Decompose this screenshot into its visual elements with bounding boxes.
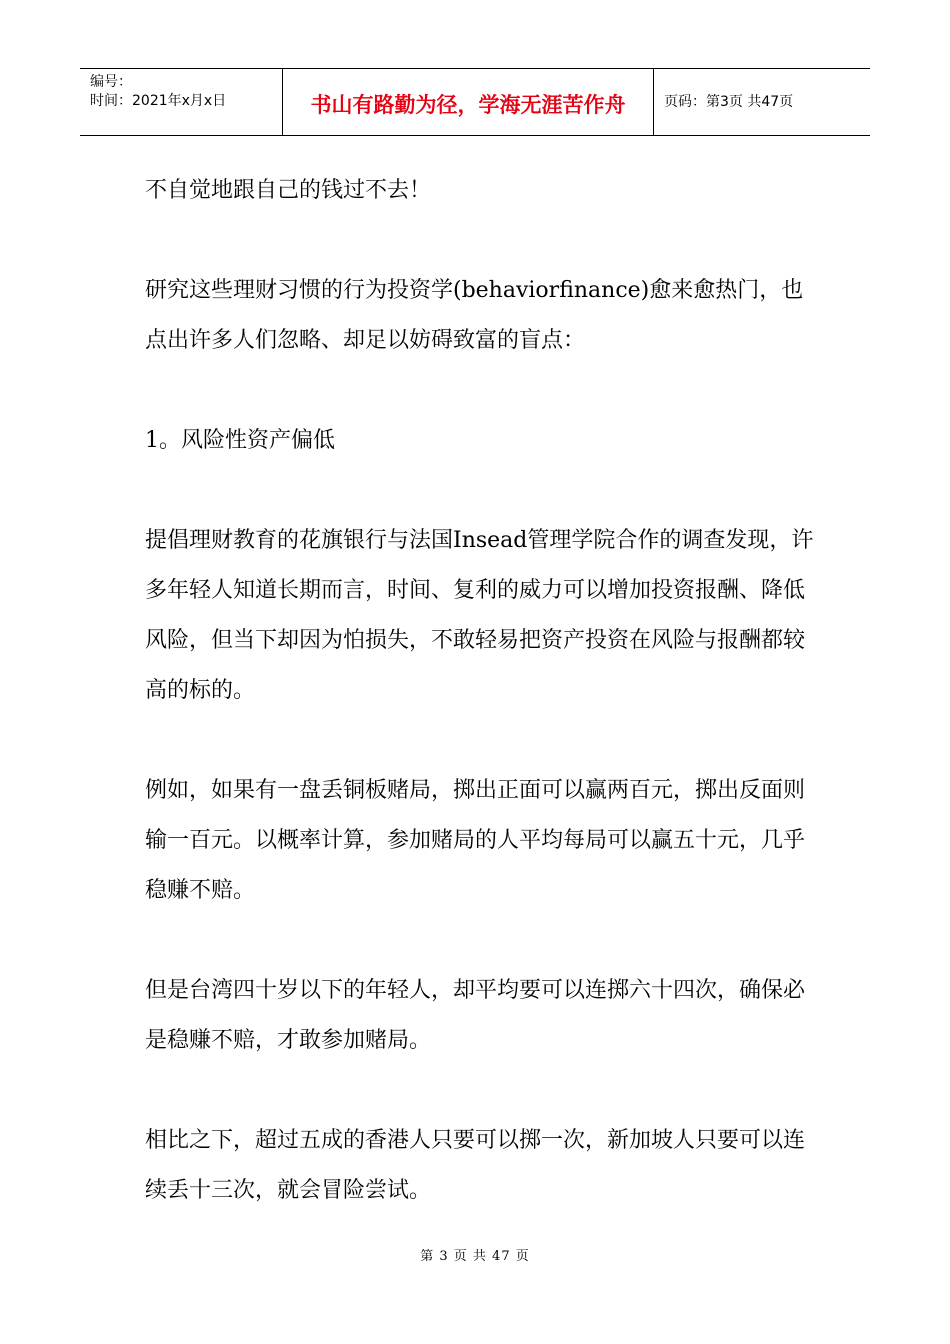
- header-motto: 书山有路勤为径，学海无涯苦作舟: [282, 69, 654, 135]
- document-date: 时间：2021年x月x日: [90, 93, 227, 109]
- paragraph: 研究这些理财习惯的行为投资学(behaviorfinance)愈来愈热门，也点出许多人们忽略、却足以妨碍致富的盲点：: [145, 278, 804, 353]
- document-body: [145, 166, 825, 1266]
- paragraph: 不自觉地跟自己的钱过不去！: [145, 178, 432, 203]
- header-meta: [80, 69, 282, 135]
- paragraph: 相比之下，超过五成的香港人只要可以掷一次，新加坡人只要可以连续丢十三次，就会冒险尝试。: [145, 1128, 806, 1203]
- paragraph: 但是台湾四十岁以下的年轻人，却平均要可以连掷六十四次，确保必是稳赚不赔，才敢参加赌局。: [145, 978, 806, 1053]
- section-heading: 1。风险性资产偏低: [145, 428, 335, 453]
- page-header: [80, 68, 870, 136]
- paragraph: 提倡理财教育的花旗银行与法国Insead管理学院合作的调查发现，许多年轻人知道长期而言，时间、复利的威力可以增加投资报酬、降低风险，但当下却因为怕损失，不敢轻易把资产投资在风险与报酬都较高的标的。: [145, 528, 814, 703]
- paragraph: 例如，如果有一盘丢铜板赌局，掷出正面可以赢两百元，掷出反面则输一百元。以概率计算，参加赌局的人平均每局可以赢五十元，几乎稳赚不赔。: [145, 778, 806, 903]
- page-footer: 第 3 页 共 47 页: [420, 1249, 530, 1264]
- document-number: 编号：: [90, 74, 132, 90]
- header-page-info: 页码：第3页 共47页: [664, 94, 794, 110]
